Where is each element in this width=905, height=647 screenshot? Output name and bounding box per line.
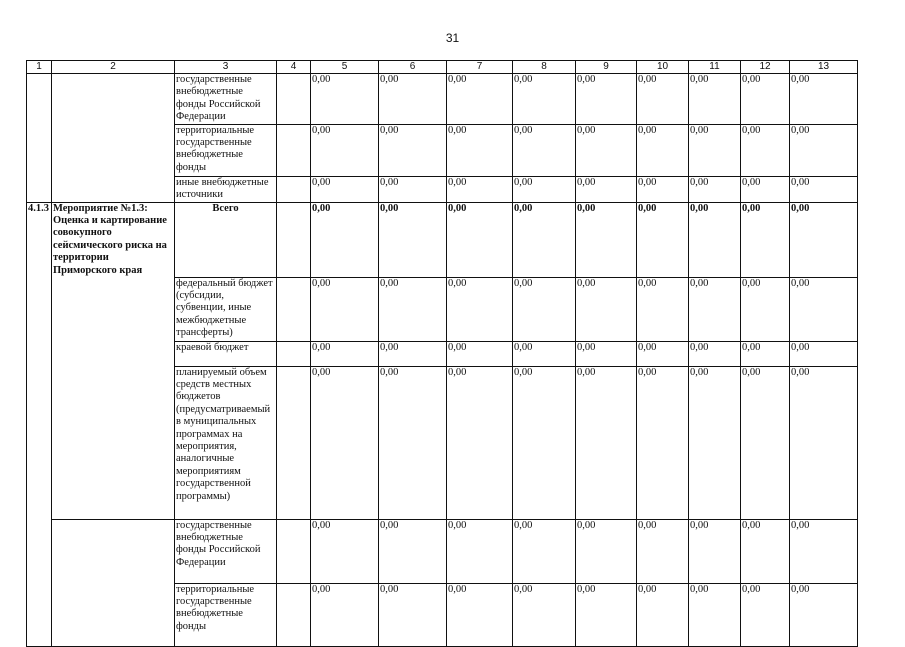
cell-value-col8: 0,00: [513, 202, 576, 277]
cell-value-col10: 0,00: [637, 176, 689, 202]
cell-value-col13: 0,00: [790, 341, 858, 366]
cell-value-col11: 0,00: [689, 124, 741, 176]
cell-value-col6: 0,00: [379, 583, 447, 646]
cell-col4: [277, 202, 311, 277]
table-row: [27, 277, 858, 341]
cell-value-col9: 0,00: [576, 176, 637, 202]
cell-value-col5: 0,00: [311, 519, 379, 583]
cell-value-col7: 0,00: [447, 202, 513, 277]
column-header-12: 12: [741, 61, 790, 74]
cell-col4: [277, 519, 311, 583]
cell-value-col7: 0,00: [447, 176, 513, 202]
cell-value-col13: 0,00: [790, 124, 858, 176]
cell-name: [52, 583, 175, 646]
cell-value-col7: 0,00: [447, 124, 513, 176]
column-header-7: 7: [447, 61, 513, 74]
table-row: [27, 366, 858, 519]
cell-value-col11: 0,00: [689, 176, 741, 202]
cell-value-col12: 0,00: [741, 366, 790, 519]
cell-code: 4.1.3: [27, 202, 52, 277]
cell-value-col7: 0,00: [447, 583, 513, 646]
cell-col4: [277, 277, 311, 341]
cell-value-col11: 0,00: [689, 366, 741, 519]
cell-value-col12: 0,00: [741, 202, 790, 277]
cell-funding-source: территориальные государственные внебюджетные фонды: [175, 583, 277, 646]
cell-code: [27, 583, 52, 646]
column-header-8: 8: [513, 61, 576, 74]
cell-value-col10: 0,00: [637, 202, 689, 277]
cell-value-col11: 0,00: [689, 341, 741, 366]
column-header-6: 6: [379, 61, 447, 74]
column-header-4: 4: [277, 61, 311, 74]
cell-value-col8: 0,00: [513, 176, 576, 202]
cell-value-col11: 0,00: [689, 519, 741, 583]
cell-code: [27, 176, 52, 202]
cell-value-col10: 0,00: [637, 366, 689, 519]
column-header-3: 3: [175, 61, 277, 74]
cell-value-col12: 0,00: [741, 583, 790, 646]
cell-value-col11: 0,00: [689, 202, 741, 277]
cell-value-col5: 0,00: [311, 341, 379, 366]
cell-funding-source: территориальные государственные внебюджетные фонды: [175, 124, 277, 176]
cell-value-col13: 0,00: [790, 176, 858, 202]
cell-value-col9: 0,00: [576, 366, 637, 519]
cell-funding-source: краевой бюджет: [175, 341, 277, 366]
cell-value-col11: 0,00: [689, 583, 741, 646]
cell-value-col7: 0,00: [447, 366, 513, 519]
cell-value-col10: 0,00: [637, 583, 689, 646]
cell-value-col11: 0,00: [689, 277, 741, 341]
table-row-total: [27, 202, 858, 277]
column-header-5: 5: [311, 61, 379, 74]
cell-value-col9: 0,00: [576, 583, 637, 646]
cell-value-col13: 0,00: [790, 74, 858, 125]
cell-value-col8: 0,00: [513, 519, 576, 583]
cell-value-col6: 0,00: [379, 519, 447, 583]
cell-name: [52, 519, 175, 583]
cell-code: [27, 366, 52, 519]
cell-value-col5: 0,00: [311, 124, 379, 176]
cell-col4: [277, 341, 311, 366]
cell-value-col10: 0,00: [637, 124, 689, 176]
cell-value-col9: 0,00: [576, 519, 637, 583]
cell-value-col8: 0,00: [513, 124, 576, 176]
cell-value-col6: 0,00: [379, 341, 447, 366]
cell-value-col9: 0,00: [576, 277, 637, 341]
column-header-11: 11: [689, 61, 741, 74]
cell-value-col7: 0,00: [447, 277, 513, 341]
cell-value-col9: 0,00: [576, 74, 637, 125]
cell-value-col8: 0,00: [513, 74, 576, 125]
table-body: [27, 74, 858, 647]
cell-value-col5: 0,00: [311, 176, 379, 202]
cell-value-col8: 0,00: [513, 366, 576, 519]
cell-value-col6: 0,00: [379, 202, 447, 277]
cell-name: [52, 341, 175, 366]
cell-value-col6: 0,00: [379, 124, 447, 176]
cell-value-col9: 0,00: [576, 124, 637, 176]
cell-funding-source: иные внебюджетные источники: [175, 176, 277, 202]
cell-value-col8: 0,00: [513, 583, 576, 646]
column-header-13: 13: [790, 61, 858, 74]
cell-value-col13: 0,00: [790, 366, 858, 519]
column-header-1: 1: [27, 61, 52, 74]
cell-value-col6: 0,00: [379, 74, 447, 125]
cell-value-col5: 0,00: [311, 366, 379, 519]
cell-name: [52, 124, 175, 176]
cell-value-col7: 0,00: [447, 341, 513, 366]
cell-value-col12: 0,00: [741, 277, 790, 341]
table-row: [27, 176, 858, 202]
cell-name: [52, 74, 175, 125]
column-header-9: 9: [576, 61, 637, 74]
cell-value-col12: 0,00: [741, 74, 790, 125]
table-row: [27, 74, 858, 125]
cell-value-col13: 0,00: [790, 277, 858, 341]
cell-name: [52, 366, 175, 519]
column-header-2: 2: [52, 61, 175, 74]
cell-value-col10: 0,00: [637, 277, 689, 341]
cell-col4: [277, 366, 311, 519]
cell-name: [52, 176, 175, 202]
cell-value-col12: 0,00: [741, 341, 790, 366]
cell-value-col10: 0,00: [637, 519, 689, 583]
cell-value-col13: 0,00: [790, 519, 858, 583]
cell-value-col9: 0,00: [576, 202, 637, 277]
cell-value-col6: 0,00: [379, 277, 447, 341]
cell-value-col8: 0,00: [513, 277, 576, 341]
cell-value-col13: 0,00: [790, 583, 858, 646]
cell-funding-source: планируемый объем средств местных бюджетов (предусматриваемый в муниципальных программах на мероприятия, аналогичные мероприятиям государственной программы): [175, 366, 277, 519]
cell-code: [27, 341, 52, 366]
table-row: [27, 519, 858, 583]
cell-value-col5: 0,00: [311, 583, 379, 646]
cell-value-col12: 0,00: [741, 519, 790, 583]
cell-col4: [277, 124, 311, 176]
cell-name: [52, 277, 175, 341]
cell-code: [27, 74, 52, 125]
cell-value-col11: 0,00: [689, 74, 741, 125]
cell-funding-source: федеральный бюджет (субсидии, субвенции, иные межбюджетные трансферты): [175, 277, 277, 341]
table-row: [27, 124, 858, 176]
column-header-10: 10: [637, 61, 689, 74]
cell-code: [27, 519, 52, 583]
cell-col4: [277, 74, 311, 125]
cell-code: [27, 124, 52, 176]
cell-col4: [277, 176, 311, 202]
cell-value-col9: 0,00: [576, 341, 637, 366]
cell-value-col6: 0,00: [379, 176, 447, 202]
cell-code: [27, 277, 52, 341]
cell-value-col8: 0,00: [513, 341, 576, 366]
cell-value-col10: 0,00: [637, 341, 689, 366]
header-row: [27, 61, 858, 74]
cell-value-col12: 0,00: [741, 124, 790, 176]
cell-value-col10: 0,00: [637, 74, 689, 125]
cell-value-col6: 0,00: [379, 366, 447, 519]
cell-value-col12: 0,00: [741, 176, 790, 202]
cell-funding-source: государственные внебюджетные фонды Российской Федерации: [175, 74, 277, 125]
cell-funding-source: Всего: [175, 202, 277, 277]
cell-value-col5: 0,00: [311, 74, 379, 125]
page-number: 31: [445, 31, 460, 45]
cell-value-col13: 0,00: [790, 202, 858, 277]
budget-table: [26, 60, 858, 647]
table-row: [27, 583, 858, 646]
cell-funding-source: государственные внебюджетные фонды Российской Федерации: [175, 519, 277, 583]
cell-value-col7: 0,00: [447, 74, 513, 125]
cell-value-col5: 0,00: [311, 277, 379, 341]
cell-col4: [277, 583, 311, 646]
cell-value-col5: 0,00: [311, 202, 379, 277]
table-row: [27, 341, 858, 366]
cell-name: Мероприятие №1.3: Оценка и картирование совокупного сейсмического риска на территории Приморского края: [52, 202, 175, 277]
cell-value-col7: 0,00: [447, 519, 513, 583]
